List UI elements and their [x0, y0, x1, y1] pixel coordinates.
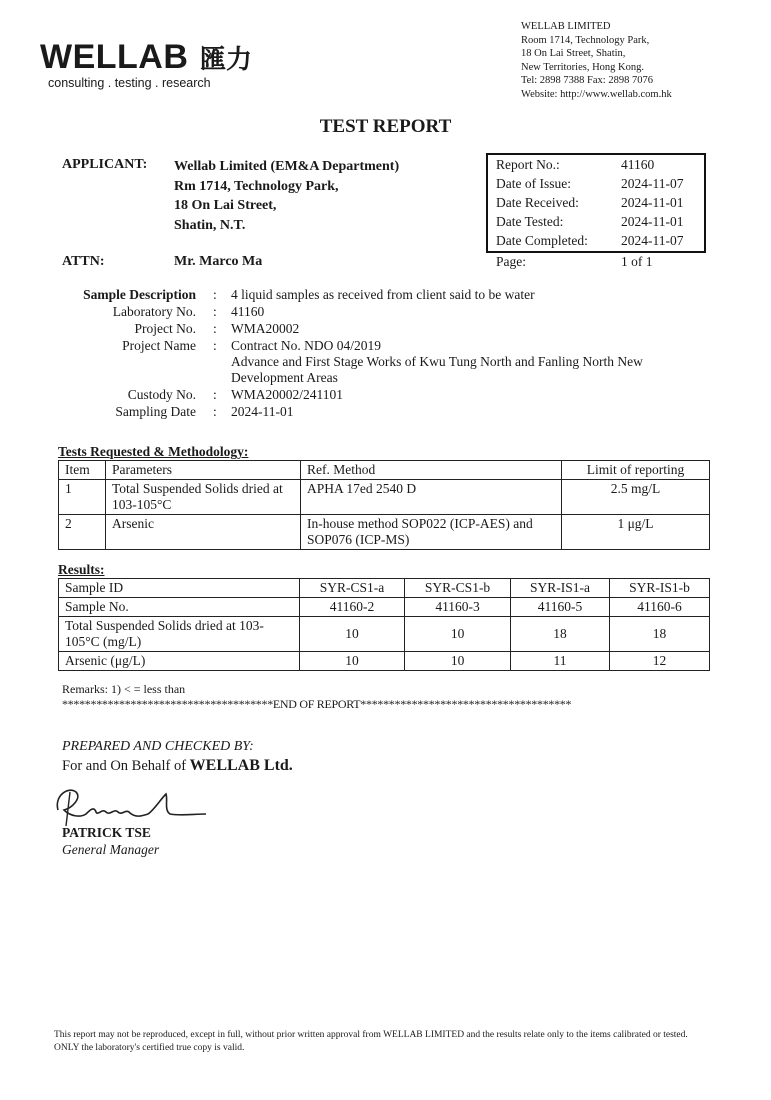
company-contact-line: Tel: 2898 7388 Fax: 2898 7076	[521, 75, 653, 87]
applicant-label: APPLICANT:	[62, 157, 148, 172]
table-cell: Arsenic	[106, 515, 301, 550]
custody-no-label: Custody No.	[127, 387, 196, 402]
on-behalf-company: WELLAB Ltd.	[189, 757, 293, 774]
table-row	[59, 598, 710, 617]
date-tested-value: 2024-11-01	[621, 214, 684, 229]
remarks: Remarks: 1) < = less than	[62, 682, 186, 696]
table-row	[59, 515, 710, 550]
table-cell: APHA 17ed 2540 D	[301, 480, 562, 515]
sample-description-value: 4 liquid samples as received from client said to be water	[231, 287, 535, 302]
table-cell: SYR-CS1-a	[300, 579, 405, 598]
laboratory-no-label: Laboratory No.	[112, 304, 196, 319]
table-cell: 41160-6	[610, 598, 710, 617]
applicant-line: Shatin, N.T.	[174, 217, 246, 233]
logo-wordmark: WELLAB	[40, 38, 189, 76]
signatory-name: PATRICK TSE	[62, 825, 151, 840]
colon: :	[213, 304, 217, 319]
company-name: WELLAB LIMITED	[521, 21, 611, 32]
signatory-role: General Manager	[62, 842, 160, 857]
header-cell: Parameters	[106, 461, 301, 480]
colon: :	[213, 338, 217, 353]
table-cell: 10	[300, 652, 405, 671]
table-row	[59, 480, 710, 515]
table-cell: 11	[511, 652, 610, 671]
date-of-issue-value: 2024-11-07	[621, 176, 684, 191]
company-address-line: Room 1714, Technology Park,	[521, 34, 650, 46]
project-name-line: Contract No. NDO 04/2019	[231, 338, 381, 353]
table-cell: 10	[405, 652, 511, 671]
table-cell: In-house method SOP022 (ICP-AES) and SOP076 (ICP-MS)	[301, 515, 562, 550]
project-no-label: Project No.	[134, 321, 196, 336]
table-cell: SYR-IS1-b	[610, 579, 710, 598]
row-header-cell: Sample ID	[59, 579, 300, 598]
header-cell: Item	[59, 461, 106, 480]
header-cell: Ref. Method	[301, 461, 562, 480]
on-behalf-prefix: For and On Behalf of	[62, 758, 187, 774]
colon: :	[213, 321, 217, 336]
table-cell: 41160-3	[405, 598, 511, 617]
sampling-date-label: Sampling Date	[115, 404, 196, 419]
table-cell: 2.5 mg/L	[562, 480, 710, 515]
table-cell: 2	[59, 515, 106, 550]
table-cell: 1 μg/L	[562, 515, 710, 550]
custody-no-value: WMA20002/241101	[231, 387, 343, 402]
table-cell: 1	[59, 480, 106, 515]
tests-table	[58, 460, 710, 550]
date-received-value: 2024-11-01	[621, 195, 684, 210]
results-heading: Results:	[58, 562, 105, 577]
prepared-by-label: PREPARED AND CHECKED BY:	[62, 739, 254, 754]
project-name-line: Advance and First Stage Works of Kwu Tung North and Fanling North New	[231, 354, 643, 369]
sample-description-section	[0, 287, 771, 427]
row-header-cell: Arsenic (μg/L)	[59, 652, 300, 671]
table-row	[59, 617, 710, 652]
company-address-line: 18 On Lai Street, Shatin,	[521, 48, 626, 60]
table-row	[59, 579, 710, 598]
page-label: Page:	[496, 254, 526, 269]
table-cell: 10	[300, 617, 405, 652]
page-value: 1 of 1	[621, 254, 653, 269]
table-cell: SYR-IS1-a	[511, 579, 610, 598]
date-of-issue-label: Date of Issue:	[496, 176, 571, 191]
company-address-line: New Territories, Hong Kong.	[521, 61, 645, 73]
project-no-value: WMA20002	[231, 321, 300, 336]
table-cell: 41160-5	[511, 598, 610, 617]
table-cell: 12	[610, 652, 710, 671]
project-name-line: Development Areas	[231, 370, 338, 385]
report-no-value: 41160	[621, 157, 655, 172]
on-behalf-line	[62, 757, 293, 775]
table-header-row	[59, 461, 710, 480]
row-header-cell: Sample No.	[59, 598, 300, 617]
tests-heading: Tests Requested & Methodology:	[58, 444, 249, 459]
date-completed-label: Date Completed:	[496, 233, 588, 248]
applicant-line: Rm 1714, Technology Park,	[174, 178, 339, 194]
table-row	[59, 652, 710, 671]
table-cell: SYR-CS1-b	[405, 579, 511, 598]
date-received-label: Date Received:	[496, 195, 579, 210]
sampling-date-value: 2024-11-01	[231, 404, 294, 419]
attn-value: Mr. Marco Ma	[174, 254, 263, 269]
company-address-block	[521, 20, 672, 102]
laboratory-no-value: 41160	[231, 304, 265, 319]
end-of-report-line: *************************************END OF REPORT*************************************	[62, 697, 572, 711]
table-cell: Total Suspended Solids dried at 103-105°C	[106, 480, 301, 515]
report-title: TEST REPORT	[319, 116, 452, 137]
applicant-line: Wellab Limited (EM&A Department)	[174, 159, 400, 174]
logo-chinese-name: 匯力	[200, 44, 253, 74]
footer-disclaimer: This report may not be reproduced, except in full, without prior written approval from WELLAB LIMITED and the results relate only to the items calibrated or tested. ONLY the laboratory's certified true copy is valid.	[54, 1030, 688, 1053]
project-name-label: Project Name	[122, 338, 196, 353]
applicant-address	[174, 157, 399, 235]
colon: :	[213, 287, 217, 302]
table-cell: 18	[610, 617, 710, 652]
header-cell: Limit of reporting	[562, 461, 710, 480]
sample-description-label: Sample Description	[83, 287, 196, 302]
row-header-cell: Total Suspended Solids dried at 103-105°C (mg/L)	[59, 617, 300, 652]
colon: :	[213, 387, 217, 402]
colon: :	[213, 404, 217, 419]
date-tested-label: Date Tested:	[496, 214, 564, 229]
attn-label: ATTN:	[62, 254, 105, 269]
date-completed-value: 2024-11-07	[621, 233, 684, 248]
report-no-label: Report No.:	[496, 157, 560, 172]
table-cell: 41160-2	[300, 598, 405, 617]
company-website-line: Website: http://www.wellab.com.hk	[521, 88, 672, 100]
signature-image	[50, 780, 210, 830]
applicant-line: 18 On Lai Street,	[174, 198, 277, 213]
table-cell: 10	[405, 617, 511, 652]
results-table	[58, 578, 710, 671]
report-info-box	[486, 153, 706, 253]
table-cell: 18	[511, 617, 610, 652]
logo-tagline: consulting . testing . research	[48, 76, 211, 90]
